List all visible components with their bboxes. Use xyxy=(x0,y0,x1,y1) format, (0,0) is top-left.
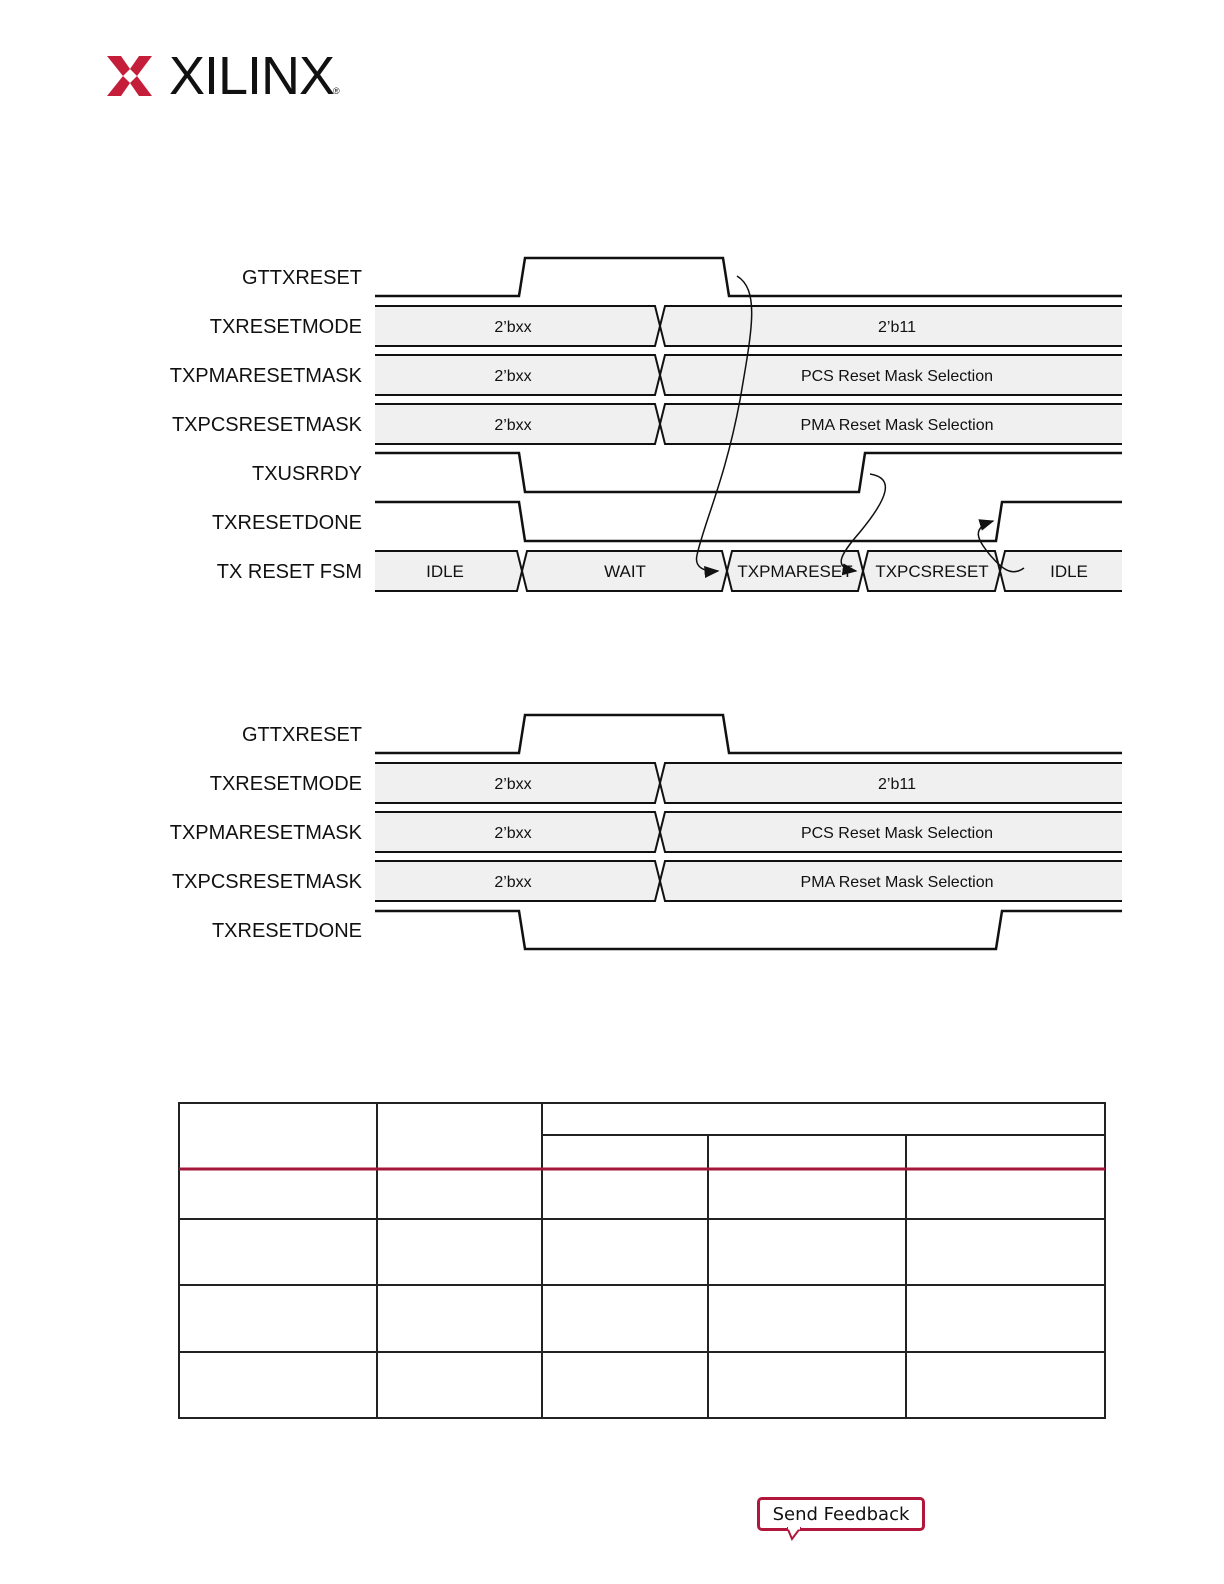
logo-registered-mark: ® xyxy=(333,86,340,96)
bus-value: PMA Reset Mask Selection xyxy=(800,874,994,891)
gttxreset-waveform xyxy=(375,715,1122,753)
bus-value: PCS Reset Mask Selection xyxy=(800,368,994,385)
fsm-state: WAIT xyxy=(604,562,646,581)
bus-value: 2’bxx xyxy=(494,874,532,891)
speech-tail-icon xyxy=(787,1527,801,1541)
txusrrdy-waveform xyxy=(375,453,1122,492)
signal-label: GTTXRESET xyxy=(241,724,362,746)
txpmaresetmask-bus xyxy=(375,812,1122,852)
fsm-state: IDLE xyxy=(1050,562,1088,581)
txresetmode-bus xyxy=(375,763,1122,803)
fsm-state: TXPCSRESET xyxy=(875,562,989,581)
table-grid xyxy=(178,1102,1106,1419)
signal-label: TX RESET FSM xyxy=(216,561,362,583)
txresetdone-waveform xyxy=(375,502,1122,541)
bus-value: PMA Reset Mask Selection xyxy=(800,417,994,434)
bus-value: 2’bxx xyxy=(494,368,532,385)
bus-value: 2’b11 xyxy=(878,319,916,336)
txpcsresetmask-bus xyxy=(375,404,1122,444)
bus-value: 2’bxx xyxy=(494,417,532,434)
txresetdone-waveform xyxy=(375,911,1122,949)
signal-label: TXRESETDONE xyxy=(211,512,362,534)
signal-label: TXPMARESETMASK xyxy=(169,822,362,844)
logo-brand-text: XILINX xyxy=(169,46,335,106)
bus-value: 2’bxx xyxy=(494,776,532,793)
signal-label: TXPMARESETMASK xyxy=(169,365,362,387)
signal-label: TXUSRRDY xyxy=(251,463,362,485)
txpmaresetmask-bus xyxy=(375,355,1122,395)
signal-label: TXRESETDONE xyxy=(211,920,362,942)
timing-diagram-2 xyxy=(170,715,1122,949)
timing-diagram-1 xyxy=(170,258,1122,591)
signal-label: TXRESETMODE xyxy=(209,316,362,338)
bus-value: 2’bxx xyxy=(494,825,532,842)
txpcsresetmask-bus xyxy=(375,861,1122,901)
fsm-state: IDLE xyxy=(426,562,464,581)
signal-label: GTTXRESET xyxy=(241,267,362,289)
bus-value: 2’b11 xyxy=(878,776,916,793)
signal-label: TXRESETMODE xyxy=(209,773,362,795)
txresetmode-bus xyxy=(375,306,1122,346)
signal-label: TXPCSRESETMASK xyxy=(171,871,362,893)
send-feedback-button[interactable]: Send Feedback xyxy=(757,1497,925,1531)
fsm-state: TXPMARESET xyxy=(737,562,853,581)
signal-label: TXPCSRESETMASK xyxy=(171,414,362,436)
bus-value: 2’bxx xyxy=(494,319,532,336)
bus-value: PCS Reset Mask Selection xyxy=(800,825,994,842)
